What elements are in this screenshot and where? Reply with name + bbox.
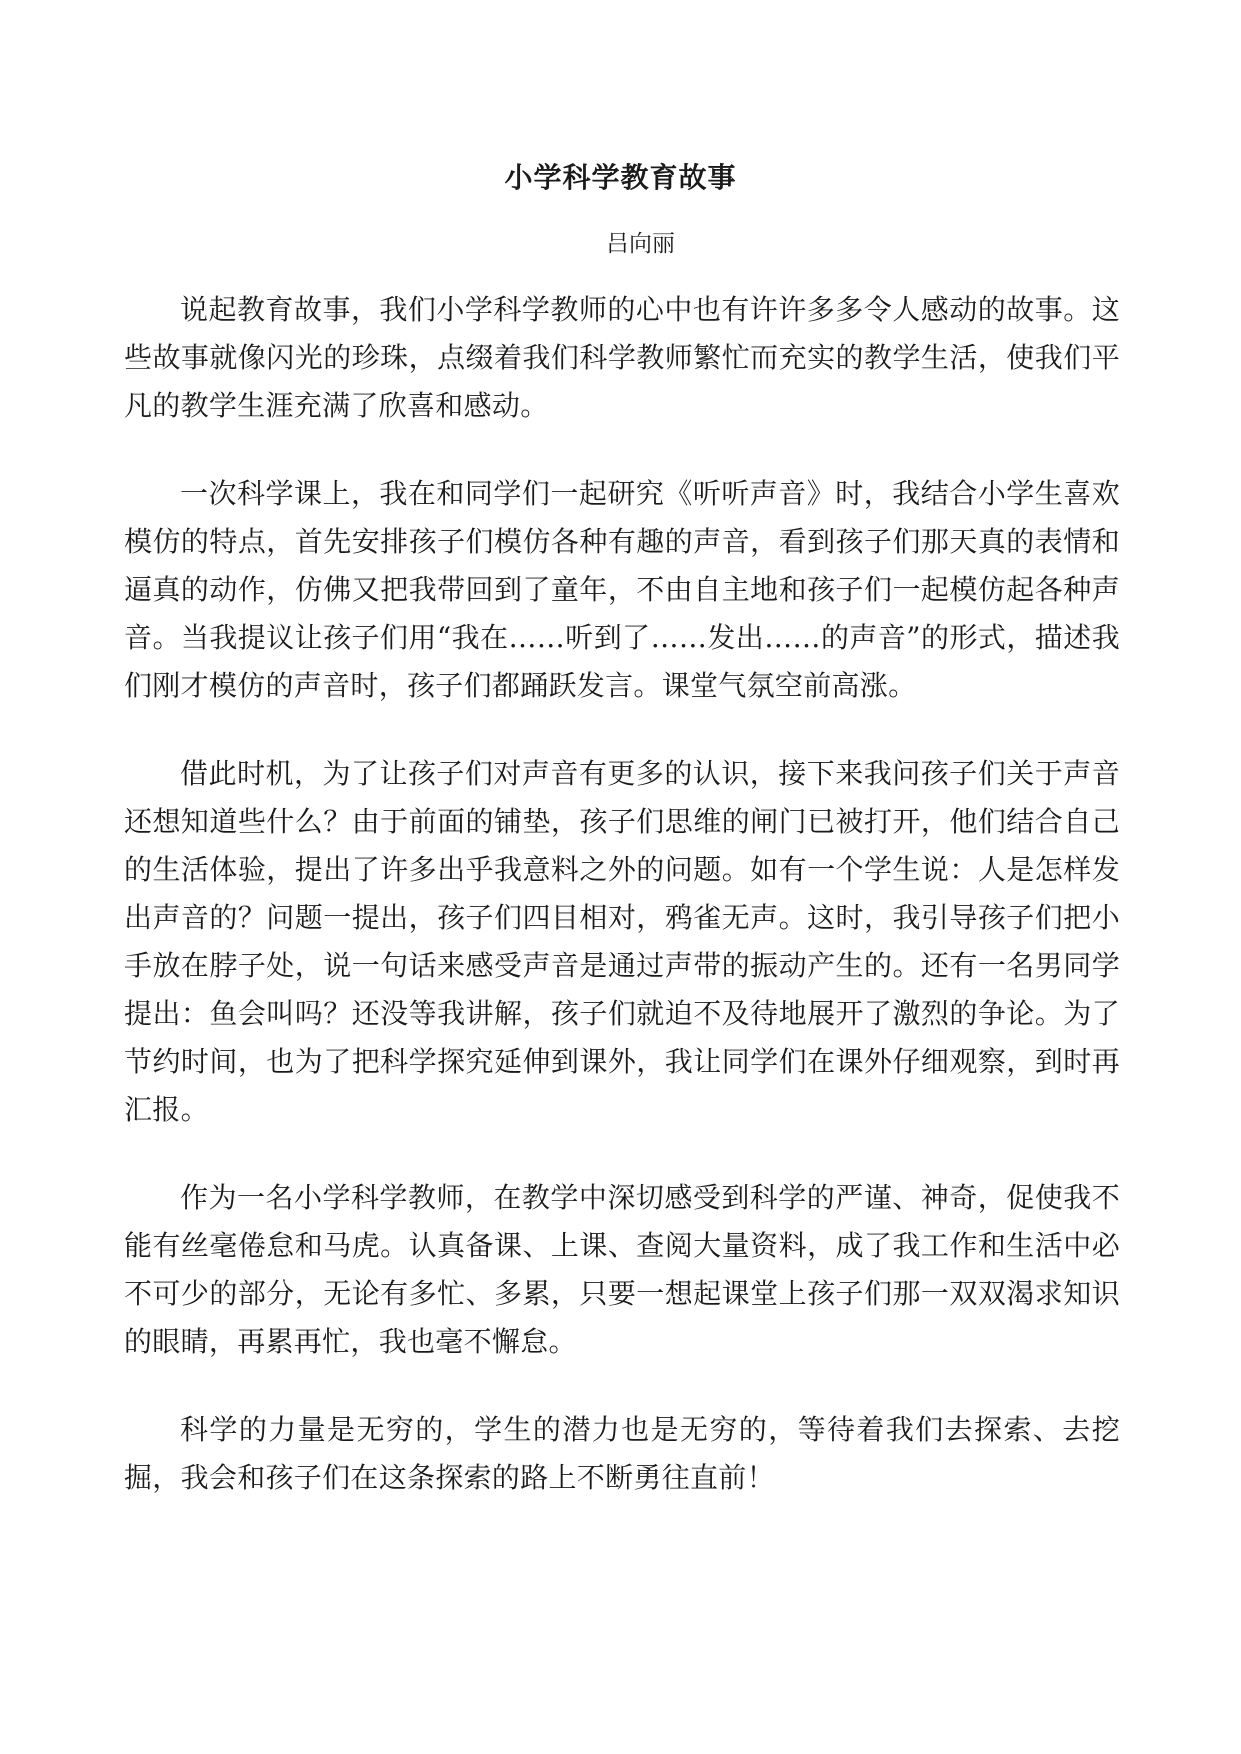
paragraph-4: 作为一名小学科学教师，在教学中深切感受到科学的严谨、神奇，促使我不能有丝毫倦怠和马虎。认真备课、上课、查阅大量资料，成了我工作和生活中必不可少的部分，无论有多忙、多累，只要一想起课堂上孩子们那一双双渴求知识的眼睛，再累再忙，我也毫不懈怠。: [124, 1181, 1120, 1358]
document-body: [124, 286, 1120, 1502]
paragraph-5: 科学的力量是无穷的，学生的潜力也是无穷的，等待着我们去探索、去挖掘，我会和孩子们在这条探索的路上不断勇往直前！: [124, 1413, 1120, 1494]
paragraph-2: 一次科学课上，我在和同学们一起研究《听听声音》时，我结合小学生喜欢模仿的特点，首先安排孩子们模仿各种有趣的声音，看到孩子们那天真的表情和逼真的动作，仿佛又把我带回到了童年，不由自主地和孩子们一起模仿起各种声音。当我提议让孩子们用“我在……听到了……发出……的声音”的形式，描述我们刚才模仿的声音时，孩子们都踊跃发言。课堂气氛空前高涨。: [124, 477, 1120, 702]
paragraph-1: 说起教育故事，我们小学科学教师的心中也有许许多多令人感动的故事。这些故事就像闪光的珍珠，点缀着我们科学教师繁忙而充实的教学生活，使我们平凡的教学生涯充满了欣喜和感动。: [124, 293, 1120, 422]
paragraph-3: 借此时机，为了让孩子们对声音有更多的认识，接下来我问孩子们关于声音还想知道些什么？由于前面的铺垫，孩子们思维的闸门已被打开，他们结合自己的生活体验，提出了许多出乎我意料之外的问题。如有一个学生说：人是怎样发出声音的？问题一提出，孩子们四目相对，鸦雀无声。这时，我引导孩子们把小手放在脖子处，说一句话来感受声音是通过声带的振动产生的。还有一名男同学提出：鱼会叫吗？还没等我讲解，孩子们就迫不及待地展开了激烈的争论。为了节约时间，也为了把科学探究延伸到课外，我让同学们在课外仔细观察，到时再汇报。: [124, 757, 1120, 1126]
document-title: 小学科学教育故事: [504, 161, 737, 194]
document-author: 吕向丽: [606, 231, 675, 257]
